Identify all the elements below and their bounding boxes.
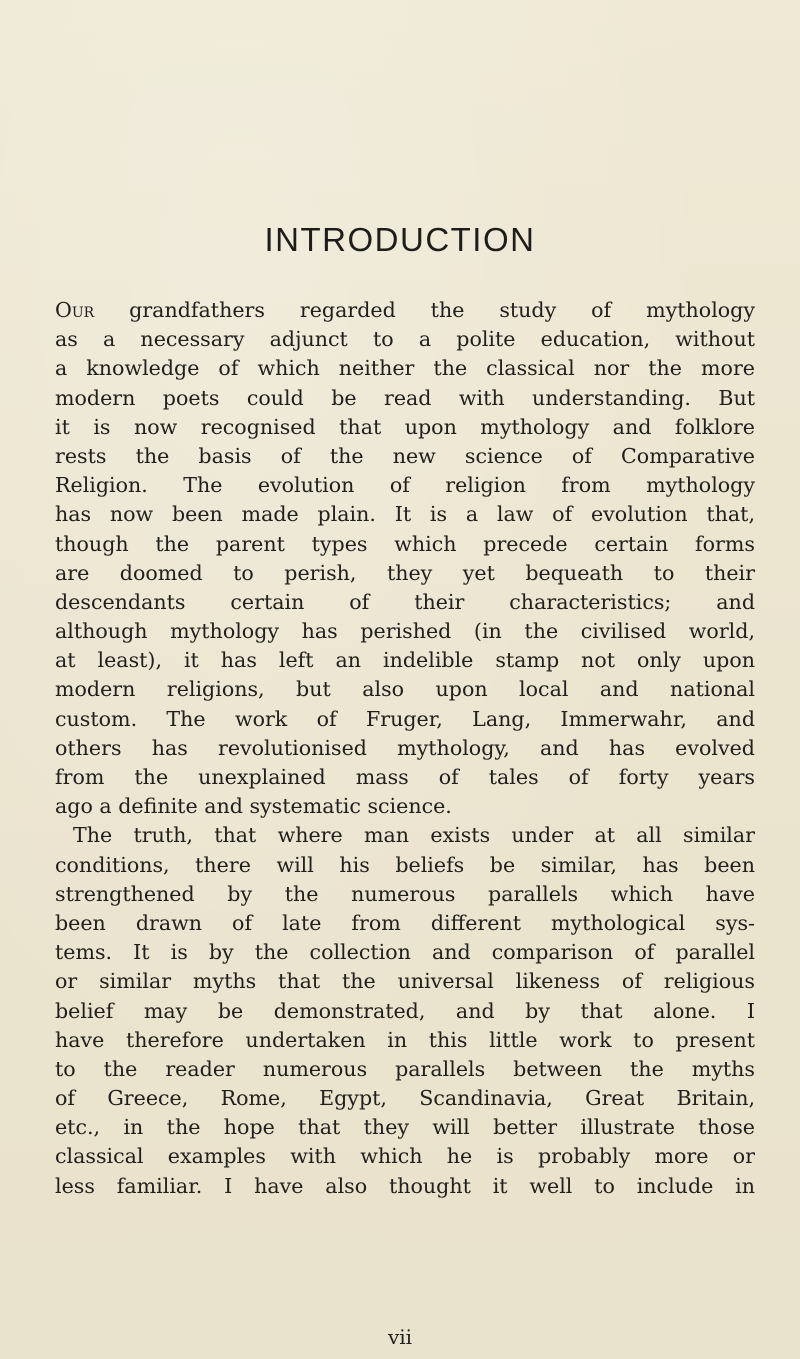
text-line-25: belief may be demonstrated, and by that alone. I: [55, 998, 755, 1023]
text-line-18: ago a definite and systematic science.: [55, 794, 452, 819]
text-line-30: classical examples with which he is probably more or: [55, 1144, 755, 1169]
text-line-3: a knowledge of which neither the classical nor the more: [55, 356, 755, 381]
text-line-10: are doomed to perish, they yet bequeath to their: [55, 560, 755, 585]
text-line-23: tems. It is by the collection and comparison of parallel: [55, 940, 755, 965]
text-line-26: have therefore undertaken in this little work to present: [55, 1027, 755, 1052]
text-line-7: Religion. The evolution of religion from mythology: [55, 473, 755, 498]
chapter-heading: INTRODUCTION: [264, 221, 536, 258]
text-line-9: though the parent types which precede certain forms: [55, 531, 755, 556]
text-line-12: although mythology has perished (in the civilised world,: [55, 619, 755, 644]
opening-word: Our: [55, 298, 95, 322]
text-line-24: or similar myths that the universal likeness of religious: [55, 969, 755, 994]
text-line-27: to the reader numerous parallels between the myths: [55, 1056, 755, 1081]
text-line-20: conditions, there will his beliefs be similar, has been: [55, 852, 755, 877]
text-line-16: others has revolutionised mythology, and has evolved: [55, 735, 755, 760]
text-line-31: less familiar. I have also thought it well to include in: [55, 1173, 755, 1198]
text-line-2: as a necessary adjunct to a polite education, without: [55, 327, 755, 352]
text-line-17: from the unexplained mass of tales of forty years: [55, 765, 755, 789]
text-line-19: The truth, that where man exists under at all similar: [73, 823, 755, 848]
body-text: [55, 296, 755, 1201]
text-line-11: descendants certain of their characteristics; and: [55, 589, 755, 614]
text-line-29: etc., in the hope that they will better illustrate those: [55, 1115, 755, 1140]
text-line-13: at least), it has left an indelible stamp not only upon: [55, 648, 755, 673]
text-line-6: rests the basis of the new science of Comparative: [55, 443, 755, 468]
text-line-5: it is now recognised that upon mythology and folklore: [55, 414, 755, 439]
text-line-8: has now been made plain. It is a law of evolution that,: [55, 502, 755, 527]
text-line-22: been drawn of late from different mythological sys-: [55, 910, 755, 935]
text-line-14: modern religions, but also upon local and national: [55, 677, 755, 702]
text-line-4: modern poets could be read with understanding. But: [55, 385, 755, 410]
text-line-15: custom. The work of Fruger, Lang, Immerwahr, and: [55, 706, 755, 731]
text-line-28: of Greece, Rome, Egypt, Scandinavia, Great Britain,: [55, 1086, 755, 1111]
text-line-1-rest: grandfathers regarded the study of mythology: [94, 298, 755, 322]
text-line-1: [55, 296, 755, 325]
page-number: vii: [387, 1325, 413, 1349]
text-line-21: strengthened by the numerous parallels which have: [55, 881, 755, 906]
